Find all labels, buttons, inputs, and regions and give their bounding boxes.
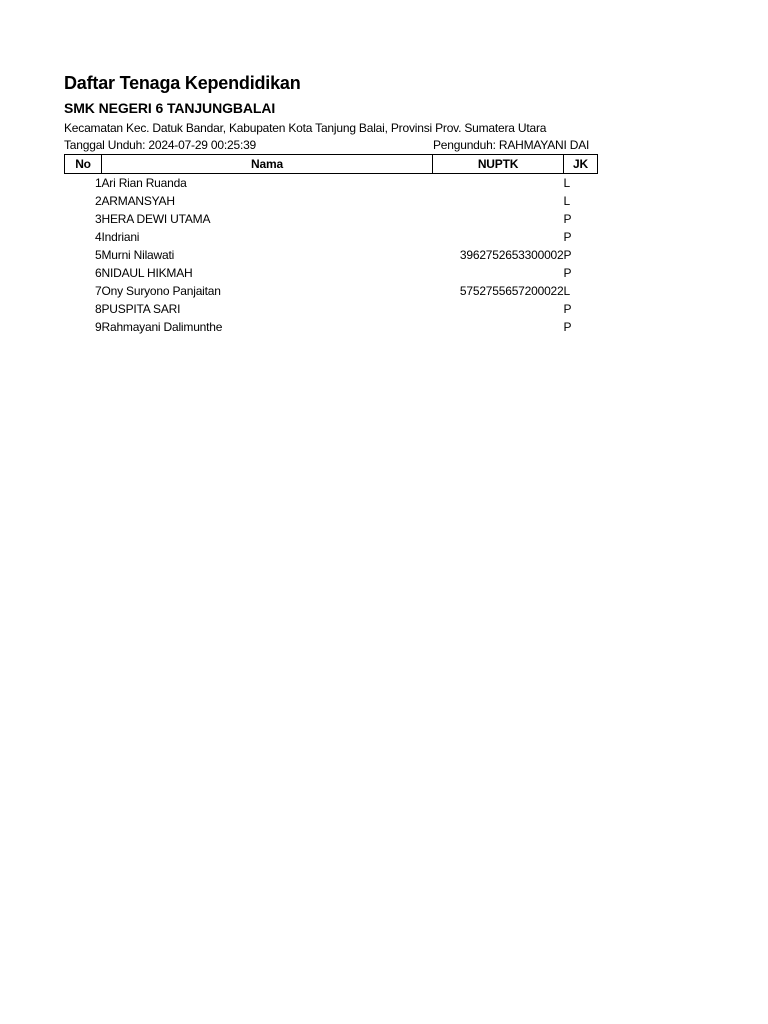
cell-jk: L: [563, 176, 570, 190]
cell-jk: P: [563, 248, 572, 262]
cell-no: 2: [95, 194, 102, 208]
cell-no: 1: [95, 176, 102, 190]
cell-nuptk: 3962752653300002: [459, 248, 564, 262]
location-line: Kecamatan Kec. Datuk Bandar, Kabupaten Kota Tanjung Balai, Provinsi Prov. Sumatera Utara: [64, 121, 547, 135]
cell-nuptk: [433, 228, 564, 246]
cell-no: 9: [95, 320, 102, 334]
table-row: [65, 318, 598, 336]
uploader: Pengunduh: RAHMAYANI DAI: [433, 138, 590, 152]
cell-nuptk: [433, 318, 564, 336]
table-row: [65, 192, 598, 210]
table-row: [65, 300, 598, 318]
cell-jk: P: [563, 302, 572, 316]
cell-nama: HERA DEWI UTAMA: [101, 212, 211, 226]
cell-nuptk: 5752755657200022: [459, 284, 564, 298]
cell-jk: P: [563, 266, 572, 280]
cell-nama: NIDAUL HIKMAH: [101, 266, 193, 280]
cell-no: 5: [95, 248, 102, 262]
table-header-row: [65, 155, 598, 174]
table-row: [65, 210, 598, 228]
header-nuptk: NUPTK: [433, 155, 564, 174]
cell-no: 4: [95, 230, 102, 244]
cell-jk: P: [563, 320, 572, 334]
document-title: Daftar Tenaga Kependidikan: [64, 73, 301, 93]
cell-nuptk: [433, 174, 564, 193]
header-no: No: [65, 155, 102, 174]
table-row: [65, 174, 598, 193]
cell-nama: Rahmayani Dalimunthe: [101, 320, 223, 334]
cell-nama: Indriani: [101, 230, 140, 244]
table-row: [65, 246, 598, 264]
cell-jk: P: [563, 230, 572, 244]
cell-nama: Murni Nilawati: [101, 248, 175, 262]
cell-nuptk: [433, 300, 564, 318]
school-name: SMK NEGERI 6 TANJUNGBALAI: [64, 100, 276, 116]
table-row: [65, 282, 598, 300]
cell-jk: L: [563, 194, 570, 208]
cell-jk: L: [563, 284, 570, 298]
header-jk: JK: [564, 155, 598, 174]
cell-jk: P: [563, 212, 572, 226]
cell-nuptk: [433, 210, 564, 228]
cell-nama: ARMANSYAH: [101, 194, 175, 208]
document-page: [64, 70, 604, 336]
cell-nuptk: [433, 192, 564, 210]
cell-nama: Ony Suryono Panjaitan: [101, 284, 221, 298]
table-row: [65, 228, 598, 246]
table-row: [65, 264, 598, 282]
cell-nama: Ari Rian Ruanda: [101, 176, 187, 190]
cell-nama: PUSPITA SARI: [101, 302, 181, 316]
cell-no: 8: [95, 302, 102, 316]
download-date: Tanggal Unduh: 2024-07-29 00:25:39: [64, 138, 257, 152]
staff-table: [64, 154, 598, 336]
cell-nuptk: [433, 264, 564, 282]
cell-no: 7: [95, 284, 102, 298]
cell-no: 3: [95, 212, 102, 226]
header-nama: Nama: [102, 155, 433, 174]
meta-row: [64, 137, 604, 154]
cell-no: 6: [95, 266, 102, 280]
table-body: [65, 174, 598, 337]
